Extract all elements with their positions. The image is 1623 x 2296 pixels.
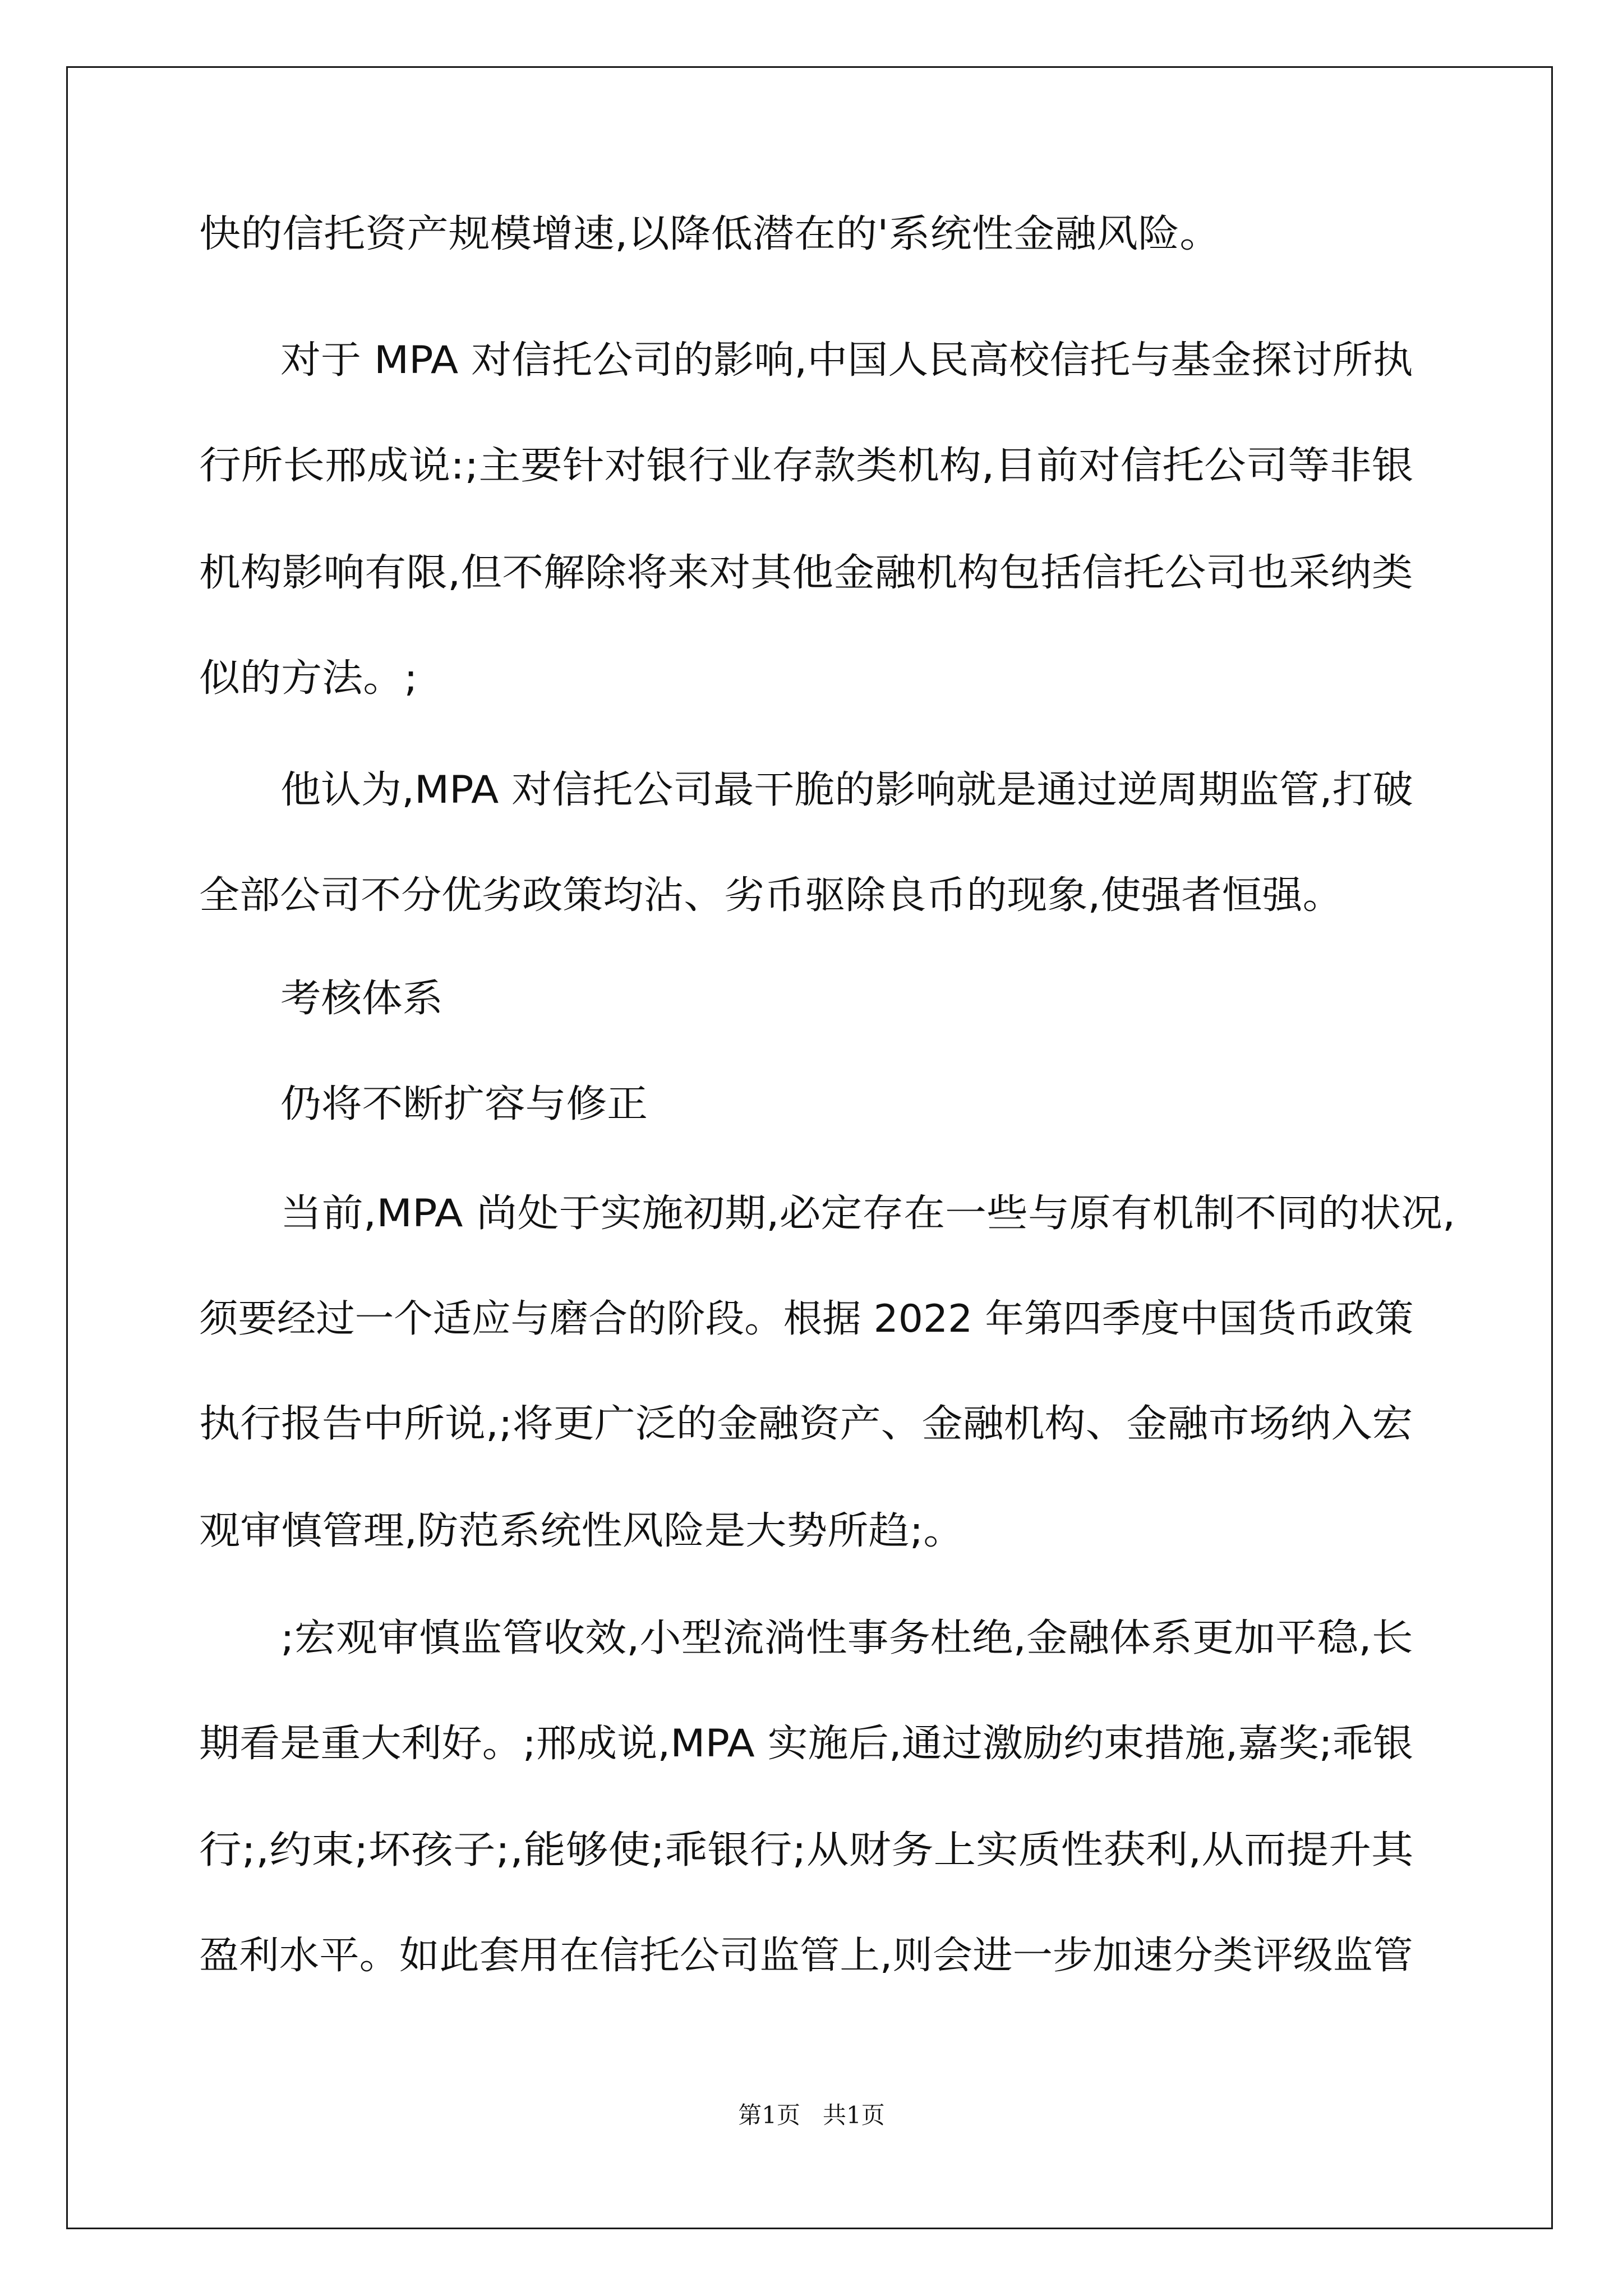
text-line: 盈利水平。如此套用在信托公司监管上,则会进一步加速分类评级监管 bbox=[199, 1934, 1413, 1978]
text-line: 行所长邢成说:;主要针对银行业存款类机构,目前对信托公司等非银 bbox=[199, 444, 1414, 488]
text-line: 快的信托资产规模增速,以降低潜在的'系统性金融风险。 bbox=[199, 212, 1221, 256]
text-line: 仍将不断扩容与修正 bbox=[280, 1082, 648, 1126]
text-line: 期看是重大利好。;邢成说,MPA 实施后,通过激励约束措施,嘉奖;乖银 bbox=[199, 1722, 1414, 1766]
text-line: 机构影响有限,但不解除将来对其他金融机构包括信托公司也采纳类 bbox=[199, 551, 1413, 595]
text-line: 当前,MPA 尚处于实施初期,必定存在一些与原有机制不同的状况, bbox=[280, 1191, 1456, 1236]
text-line: 行;,约束;坏孩子;,能够使;乖银行;从财务上实质性获利,从而提升其 bbox=[199, 1828, 1414, 1872]
text-line: 对于 MPA 对信托公司的影响,中国人民高校信托与基金探讨所执 bbox=[280, 338, 1413, 383]
text-line: ;宏观审慎监管收效,小型流淌性事务杜绝,金融体系更加平稳,长 bbox=[280, 1616, 1413, 1660]
text-line: 考核体系 bbox=[280, 977, 444, 1021]
page-number-footer: 第1页 共1页 bbox=[738, 2101, 885, 2129]
text-line: 须要经过一个适应与磨合的阶段。根据 2022 年第四季度中国货币政策 bbox=[199, 1297, 1414, 1341]
text-line: 他认为,MPA 对信托公司最干脆的影响就是通过逆周期监管,打破 bbox=[280, 768, 1413, 812]
text-line: 全部公司不分优劣政策均沾、劣币驱除良币的现象,使强者恒强。 bbox=[199, 873, 1343, 918]
text-line: 似的方法。; bbox=[199, 656, 418, 701]
text-line: 执行报告中所说,;将更广泛的金融资产、金融机构、金融市场纳入宏 bbox=[199, 1402, 1413, 1446]
text-line: 观审慎管理,防范系统性风险是大势所趋;。 bbox=[199, 1509, 965, 1553]
page-border bbox=[66, 66, 1553, 2229]
